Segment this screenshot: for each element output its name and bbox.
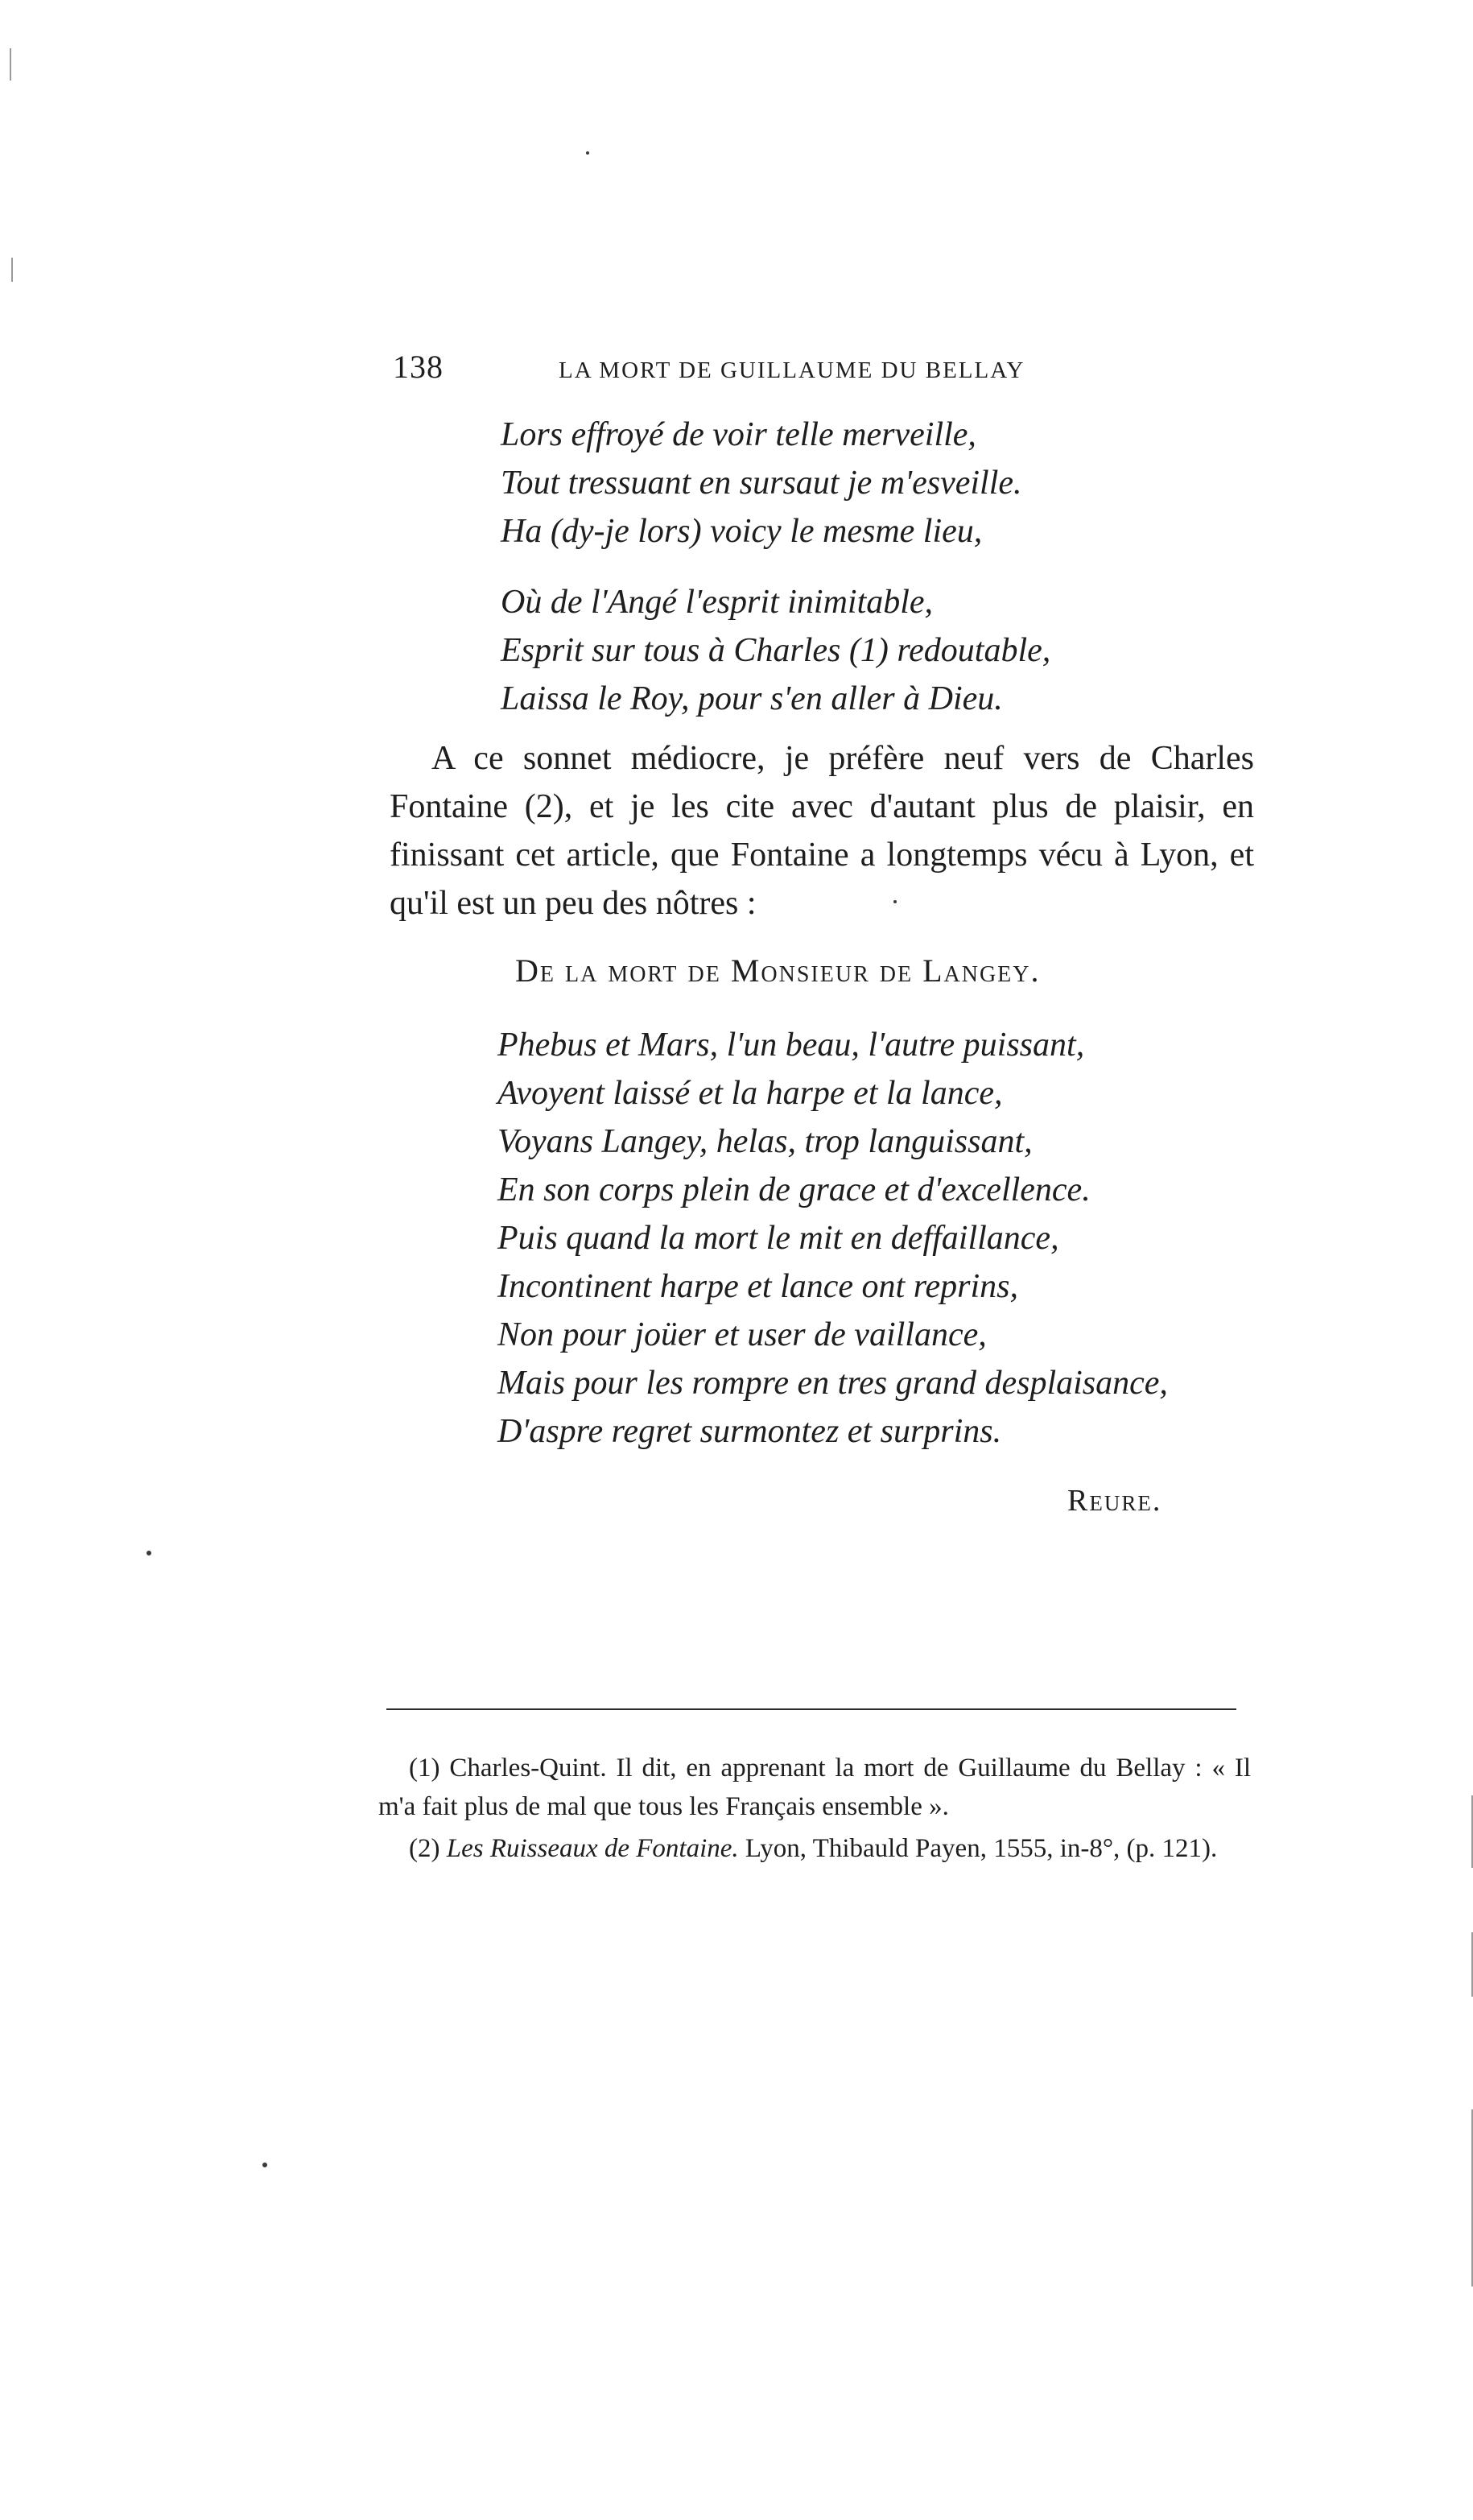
running-title: LA MORT DE GUILLAUME DU BELLAY (559, 357, 1025, 383)
page-number: 138 (393, 349, 444, 385)
footnote-2-marker: (2) (409, 1834, 440, 1863)
poem-title: De la mort de Monsieur de Langey. (515, 952, 1041, 989)
footnote-2-rest: Lyon, Thibauld Payen, 1555, in-8°, (p. 121). (745, 1834, 1218, 1863)
footnote-2 (378, 1829, 1251, 1868)
verse-line: D'aspre regret surmontez et surprins. (497, 1413, 1002, 1450)
sonnet-tercets (501, 411, 1050, 723)
scan-speck (586, 151, 589, 155)
scan-edge-mark (10, 48, 11, 81)
body-paragraph: A ce sonnet médiocre, je préfère neuf vers de Charles Fontaine (2), et je les cite avec d'autant plus de plaisir, en finissant cet article, que Fontaine a longtemps vécu à Lyon, et qu'il est un peu des nôtres : (390, 740, 1254, 922)
verse-line: En son corps plein de grace et d'excellence. (497, 1171, 1091, 1208)
verse-line: Puis quand la mort le mit en deffaillance, (497, 1220, 1059, 1257)
scan-edge-mark (11, 258, 13, 282)
page-header (393, 348, 1101, 396)
footnote-1: (1) Charles-Quint. Il dit, en apprenant la mort de Guillaume du Bellay : « Il m'a fait plus de mal que tous les Français ensemble ». (378, 1754, 1251, 1821)
poem-verses (497, 1021, 1168, 1456)
verse-line: Où de l'Angé l'esprit inimitable, (501, 584, 934, 621)
scan-speck (893, 900, 897, 903)
footnote-2-title: Les Ruisseaux de Fontaine. (446, 1834, 739, 1863)
footnotes (378, 1749, 1251, 1868)
verse-line: Non pour joüer et user de vaillance, (497, 1316, 987, 1353)
scan-speck (262, 2163, 267, 2167)
verse-line: Esprit sur tous à Charles (1) redoutable, (501, 632, 1051, 669)
verse-line: Avoyent laissé et la harpe et la lance, (497, 1075, 1003, 1112)
verse-line: Phebus et Mars, l'un beau, l'autre puissant, (497, 1027, 1085, 1064)
verse-line: Laissa le Roy, pour s'en aller à Dieu. (501, 680, 1003, 717)
verse-line: Tout tressuant en sursaut je m'esveille. (501, 465, 1022, 502)
footnote-divider (386, 1708, 1236, 1710)
scan-speck (146, 1551, 151, 1555)
body-text (390, 734, 1254, 927)
verse-line: Lors effroyé de voir telle merveille, (501, 416, 976, 453)
verse-line: Incontinent harpe et lance ont reprins, (497, 1268, 1018, 1305)
author-signature: Reure. (1067, 1484, 1162, 1518)
stanza-gap (501, 556, 1050, 578)
verse-line: Voyans Langey, helas, trop languissant, (497, 1123, 1033, 1160)
verse-line: Ha (dy-je lors) voicy le mesme lieu, (501, 513, 983, 550)
verse-line: Mais pour les rompre en tres grand desplaisance, (497, 1365, 1168, 1402)
